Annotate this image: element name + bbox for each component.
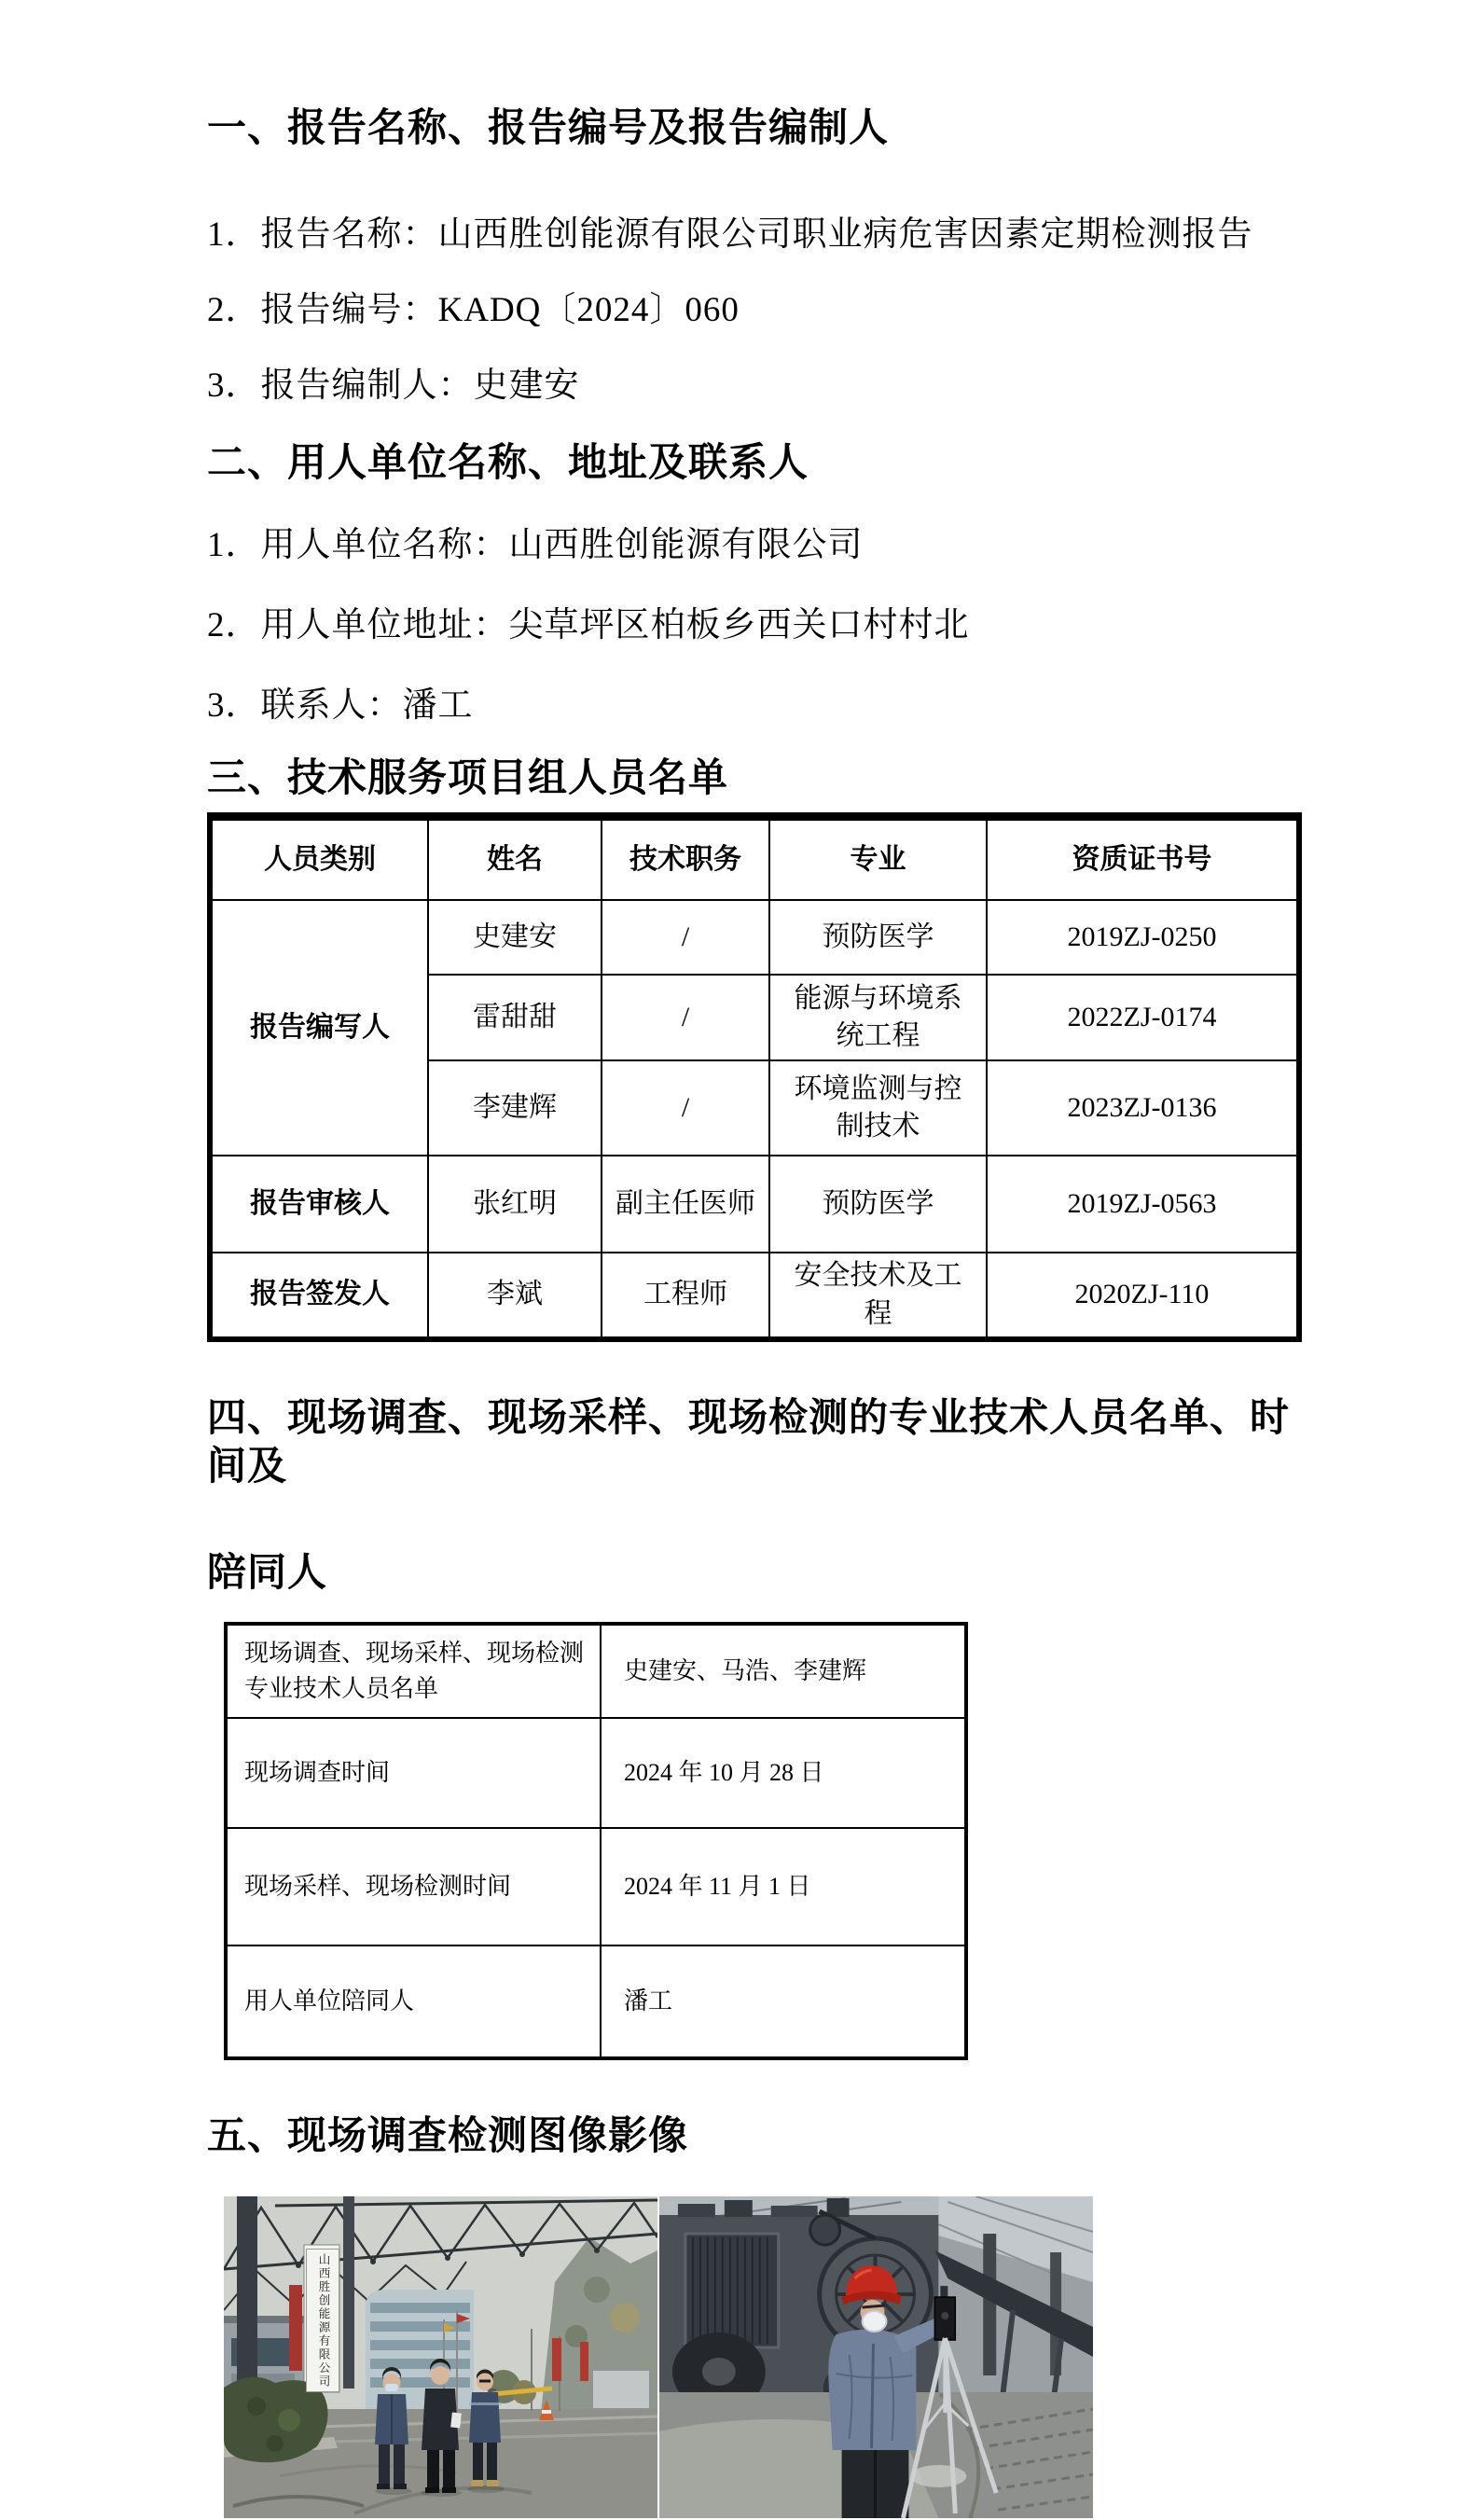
cell-major: 环境监测与控制技术 [769, 1060, 987, 1156]
onsite-sampling-photo [659, 2196, 1093, 2518]
table-row [210, 1156, 1299, 1253]
cell-cert: 2022ZJ-0174 [987, 975, 1299, 1060]
survey-date-label: 现场调查时间 [226, 1718, 601, 1828]
onsite-sampling-illustration [659, 2196, 1093, 2518]
factory-gate-photo [224, 2196, 657, 2518]
report-author-line: 3．报告编制人：史建安 [207, 367, 580, 405]
survey-personnel-label: 现场调查、现场采样、现场检测专业技术人员名单 [226, 1624, 601, 1718]
col-header-category: 人员类别 [210, 817, 428, 901]
sampling-date-label: 现场采样、现场检测时间 [226, 1828, 601, 1945]
cell-title: 副主任医师 [602, 1156, 769, 1253]
section4-heading-line1: 四、现场调查、现场采样、现场检测的专业技术人员名单、时间及 [207, 1397, 1291, 1488]
cell-major: 能源与环境系统工程 [769, 975, 987, 1060]
cell-name: 张红明 [428, 1156, 602, 1253]
category-writers: 报告编写人 [210, 900, 428, 1156]
company-gate-sign: 山西胜创能源有限公司 [306, 2249, 339, 2392]
accompany-value: 潘工 [601, 1945, 966, 2058]
cell-major: 预防医学 [769, 1156, 987, 1253]
table-row [226, 1624, 966, 1718]
factory-gate-illustration [224, 2196, 657, 2518]
col-header-name: 姓名 [428, 817, 602, 901]
report-name-line: 1．报告名称：山西胜创能源有限公司职业病危害因素定期检测报告 [207, 215, 1253, 254]
accompany-label: 用人单位陪同人 [226, 1945, 601, 2058]
employer-name-line: 1．用人单位名称：山西胜创能源有限公司 [207, 526, 864, 564]
report-number-line: 2．报告编号：KADQ〔2024〕060 [207, 291, 740, 329]
cell-cert: 2023ZJ-0136 [987, 1060, 1299, 1156]
section3-heading: 三、技术服务项目组人员名单 [207, 757, 729, 800]
cell-cert: 2019ZJ-0250 [987, 900, 1299, 975]
table-row [226, 1828, 966, 1945]
cell-name: 雷甜甜 [428, 975, 602, 1060]
section2-heading: 二、用人单位名称、地址及联系人 [207, 442, 809, 485]
survey-date-value: 2024 年 10 月 28 日 [601, 1718, 966, 1828]
category-issuer: 报告签发人 [210, 1253, 428, 1339]
col-header-title: 技术职务 [602, 817, 769, 901]
cell-major: 安全技术及工程 [769, 1253, 987, 1339]
personnel-table-header-row [210, 817, 1299, 901]
table-row [210, 1253, 1299, 1339]
table-row [210, 900, 1299, 975]
table-row [226, 1718, 966, 1828]
cell-title: 工程师 [602, 1253, 769, 1339]
table-row [226, 1945, 966, 2058]
section1-heading: 一、报告名称、报告编号及报告编制人 [207, 107, 890, 150]
category-reviewer: 报告审核人 [210, 1156, 428, 1253]
personnel-table [207, 812, 1302, 1342]
contact-person-line: 3．联系人：潘工 [207, 686, 474, 725]
survey-personnel-value: 史建安、马浩、李建辉 [601, 1624, 966, 1718]
cell-major: 预防医学 [769, 900, 987, 975]
section4-heading-line2: 陪同人 [207, 1552, 328, 1595]
section5-heading: 五、现场调查检测图像影像 [207, 2115, 689, 2158]
site-photos [224, 2196, 1303, 2518]
cell-title: / [602, 975, 769, 1060]
cell-name: 史建安 [428, 900, 602, 975]
cell-cert: 2019ZJ-0563 [987, 1156, 1299, 1253]
col-header-cert: 资质证书号 [987, 817, 1299, 901]
col-header-major: 专业 [769, 817, 987, 901]
cell-title: / [602, 900, 769, 975]
cell-title: / [602, 1060, 769, 1156]
employer-address-line: 2．用人单位地址：尖草坪区柏板乡西关口村村北 [207, 606, 970, 644]
cell-cert: 2020ZJ-110 [987, 1253, 1299, 1339]
cell-name: 李斌 [428, 1253, 602, 1339]
cell-name: 李建辉 [428, 1060, 602, 1156]
survey-info-table [224, 1622, 968, 2060]
sampling-date-value: 2024 年 11 月 1 日 [601, 1828, 966, 1945]
